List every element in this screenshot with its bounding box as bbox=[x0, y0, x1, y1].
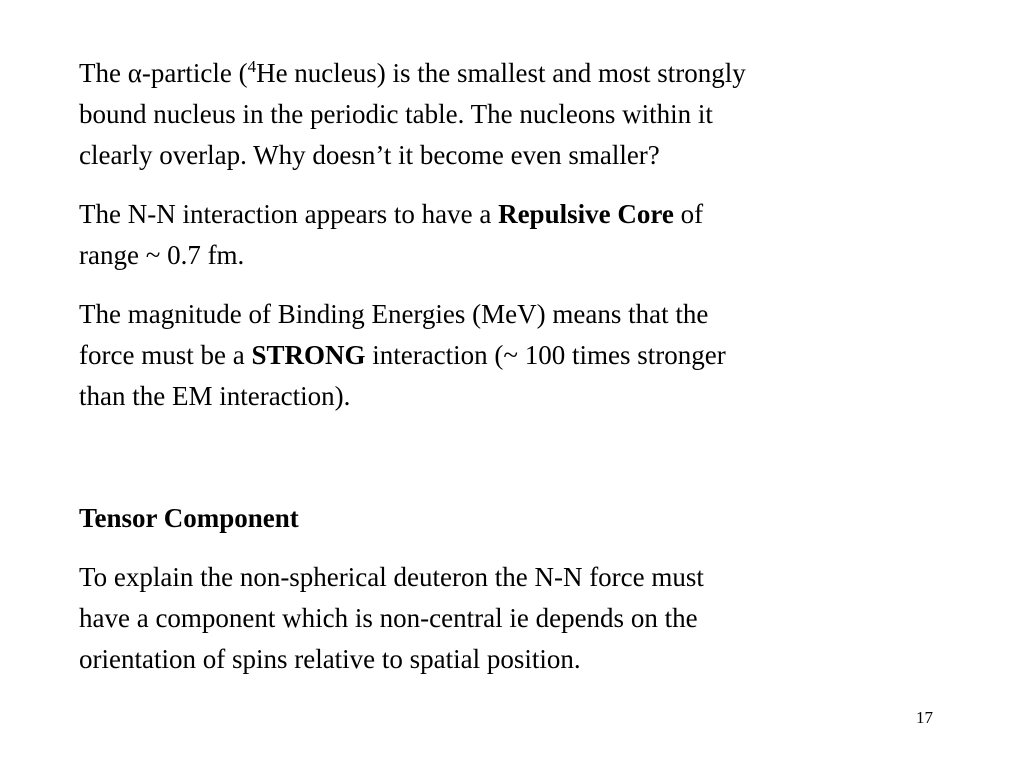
alpha-particle-paragraph bbox=[79, 53, 959, 176]
tensor-component-paragraph bbox=[79, 557, 959, 680]
alpha-symbol: α bbox=[127, 58, 142, 88]
text-run: of bbox=[673, 199, 704, 229]
text-line: To explain the non-spherical deuteron the N-N force must bbox=[79, 562, 704, 592]
superscript-mass-number: 4 bbox=[247, 57, 257, 76]
section-heading: Tensor Component bbox=[79, 503, 299, 533]
text-line: than the EM interaction). bbox=[79, 381, 351, 411]
strong-term: STRONG bbox=[251, 340, 366, 370]
repulsive-core-paragraph bbox=[79, 194, 959, 276]
binding-energy-paragraph bbox=[79, 294, 959, 417]
repulsive-core-term: Repulsive Core bbox=[498, 199, 674, 229]
text-run: force must be a bbox=[79, 340, 252, 370]
text-run: -particle ( bbox=[141, 58, 248, 88]
text-run: interaction (~ 100 times stronger bbox=[365, 340, 726, 370]
text-line: clearly overlap. Why doesn’t it become even smaller? bbox=[79, 140, 660, 170]
text-run: The N-N interaction appears to have a bbox=[79, 199, 499, 229]
text-line: range ~ 0.7 fm. bbox=[79, 240, 245, 270]
text-line: orientation of spins relative to spatial position. bbox=[79, 644, 581, 674]
text-run: He nucleus) is the smallest and most strongly bbox=[256, 58, 746, 88]
text-line: The magnitude of Binding Energies (MeV) means that the bbox=[79, 299, 709, 329]
text-run: The bbox=[79, 58, 128, 88]
slide-content bbox=[79, 53, 959, 680]
text-line: bound nucleus in the periodic table. The nucleons within it bbox=[79, 99, 713, 129]
page-number: 17 bbox=[916, 708, 933, 727]
text-line: have a component which is non-central ie depends on the bbox=[79, 603, 698, 633]
